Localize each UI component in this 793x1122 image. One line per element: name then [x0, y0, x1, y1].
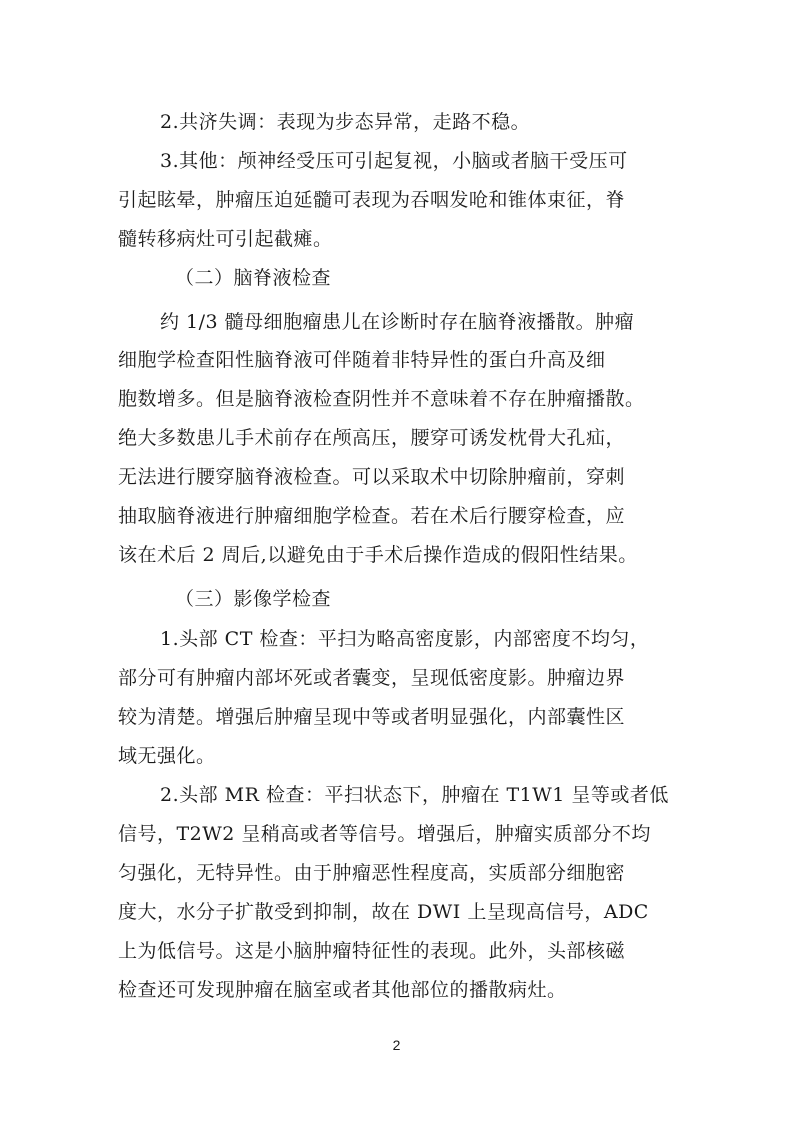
paragraph-ataxia: 2.共济失调：表现为步态异常，走路不稳。 — [160, 111, 531, 133]
section-heading-imaging: （三）影像学检查 — [175, 588, 332, 610]
paragraph-ct-line-3: 较为清楚。增强后肿瘤呈现中等或者明显强化，内部囊性区 — [118, 706, 626, 728]
section-heading-csf: （二）脑脊液检查 — [175, 267, 332, 289]
paragraph-csf-line-3: 胞数增多。但是脑脊液检查阴性并不意味着不存在肿瘤播散。 — [118, 388, 645, 410]
paragraph-mr-line-1: 2.头部 MR 检查：平扫状态下，肿瘤在 T1W1 呈等或者低 — [160, 784, 669, 806]
paragraph-other-line-1: 3.其他：颅神经受压可引起复视，小脑或者脑干受压可 — [160, 150, 628, 172]
paragraph-csf-line-1: 约 1/3 髓母细胞瘤患儿在诊断时存在脑脊液播散。肿瘤 — [160, 311, 635, 333]
paragraph-csf-line-2: 细胞学检查阳性脑脊液可伴随着非特异性的蛋白升高及细 — [118, 349, 606, 371]
paragraph-mr-line-4: 度大，水分子扩散受到抑制，故在 DWI 上呈现高信号，ADC — [118, 901, 649, 923]
paragraph-other-line-3: 髓转移病灶可引起截瘫。 — [118, 228, 333, 250]
paragraph-mr-line-5: 上为低信号。这是小脑肿瘤特征性的表现。此外，头部核磁 — [118, 940, 626, 962]
paragraph-csf-line-6: 抽取脑脊液进行肿瘤细胞学检查。若在术后行腰穿检查，应 — [118, 505, 626, 527]
paragraph-mr-line-2: 信号，T2W2 呈稍高或者等信号。增强后，肿瘤实质部分不均 — [118, 823, 651, 845]
paragraph-csf-line-4: 绝大多数患儿手术前存在颅高压，腰穿可诱发枕骨大孔疝， — [118, 427, 626, 449]
paragraph-mr-line-3: 匀强化，无特异性。由于肿瘤恶性程度高，实质部分细胞密 — [118, 862, 626, 884]
paragraph-csf-line-5: 无法进行腰穿脑脊液检查。可以采取术中切除肿瘤前，穿刺 — [118, 466, 626, 488]
paragraph-ct-line-2: 部分可有肿瘤内部坏死或者囊变，呈现低密度影。肿瘤边界 — [118, 667, 626, 689]
page-number: 2 — [392, 1037, 401, 1053]
paragraph-ct-line-1: 1.头部 CT 检查：平扫为略高密度影，内部密度不均匀， — [160, 628, 650, 650]
paragraph-ct-line-4: 域无强化。 — [118, 745, 216, 767]
paragraph-other-line-2: 引起眩晕，肿瘤压迫延髓可表现为吞咽发呛和锥体束征，脊 — [118, 189, 626, 211]
paragraph-mr-line-6: 检查还可发现肿瘤在脑室或者其他部位的播散病灶。 — [118, 979, 567, 1001]
paragraph-csf-line-7: 该在术后 2 周后,以避免由于手术后操作造成的假阳性结果。 — [118, 544, 638, 566]
